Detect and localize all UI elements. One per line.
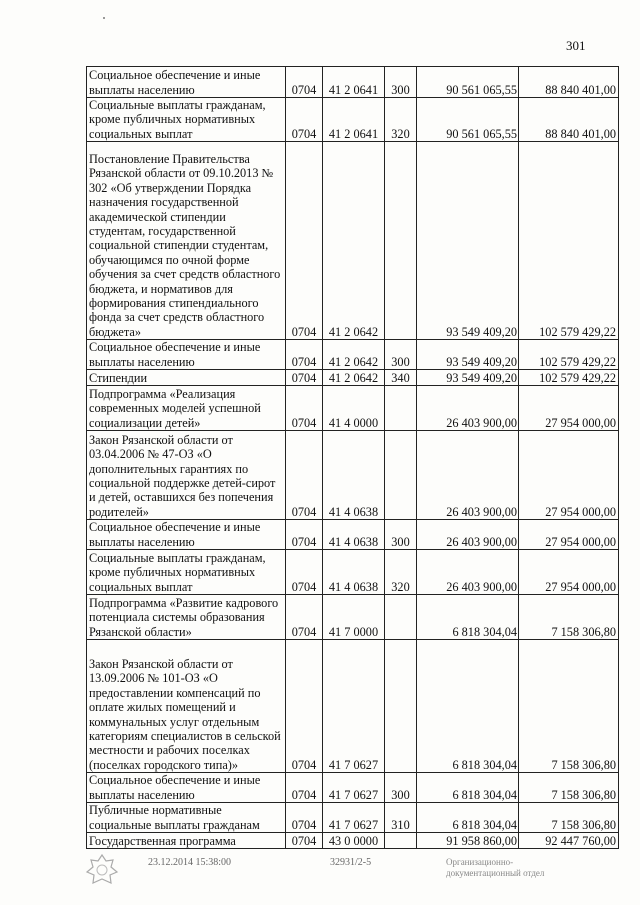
row-expense-type: 300 (385, 520, 417, 550)
row-amount-year2: 102 579 429,22 (519, 142, 619, 340)
row-amount-year1: 26 403 900,00 (417, 386, 519, 431)
table-row (87, 431, 619, 520)
row-description: Социальные выплаты гражданам, кроме публичных нормативных социальных выплат (87, 550, 286, 595)
table-row (87, 370, 619, 386)
row-amount-year1: 93 549 409,20 (417, 142, 519, 340)
row-expense-type: 320 (385, 550, 417, 595)
row-amount-year2: 88 840 401,00 (519, 98, 619, 142)
table-row (87, 340, 619, 370)
row-amount-year1: 91 958 860,00 (417, 833, 519, 849)
row-article-code: 41 2 0641 (323, 98, 385, 142)
row-section-code: 0704 (286, 520, 323, 550)
row-amount-year1: 6 818 304,04 (417, 773, 519, 803)
budget-table (86, 66, 619, 849)
row-amount-year2: 7 158 306,80 (519, 640, 619, 773)
row-amount-year2: 7 158 306,80 (519, 773, 619, 803)
row-amount-year2: 27 954 000,00 (519, 520, 619, 550)
row-section-code: 0704 (286, 803, 323, 833)
table-row (87, 98, 619, 142)
row-description: Подпрограмма «Реализация современных моделей успешной социализации детей» (87, 386, 286, 431)
row-amount-year2: 88 840 401,00 (519, 67, 619, 98)
table-row (87, 595, 619, 640)
row-description: Социальные выплаты гражданам, кроме публичных нормативных социальных выплат (87, 98, 286, 142)
row-section-code: 0704 (286, 142, 323, 340)
coat-of-arms-stamp-icon (82, 852, 122, 886)
row-section-code: 0704 (286, 550, 323, 595)
row-section-code: 0704 (286, 340, 323, 370)
row-amount-year2: 102 579 429,22 (519, 340, 619, 370)
row-expense-type: 300 (385, 67, 417, 98)
row-amount-year1: 93 549 409,20 (417, 370, 519, 386)
page-number: 301 (566, 38, 586, 53)
row-amount-year2: 27 954 000,00 (519, 550, 619, 595)
row-expense-type (385, 431, 417, 520)
row-section-code: 0704 (286, 833, 323, 849)
row-amount-year1: 93 549 409,20 (417, 340, 519, 370)
row-description: Подпрограмма «Развитие кадрового потенциала системы образования Рязанской области» (87, 595, 286, 640)
row-expense-type (385, 386, 417, 431)
table-row (87, 520, 619, 550)
footer-datetime: 23.12.2014 15:38:00 (148, 857, 232, 868)
row-amount-year1: 6 818 304,04 (417, 803, 519, 833)
row-section-code: 0704 (286, 595, 323, 640)
row-article-code: 41 7 0627 (323, 773, 385, 803)
table-row (87, 142, 619, 340)
row-amount-year1: 6 818 304,04 (417, 595, 519, 640)
row-expense-type: 300 (385, 773, 417, 803)
row-article-code: 41 4 0638 (323, 431, 385, 520)
row-amount-year1: 90 561 065,55 (417, 98, 519, 142)
footer-document-number: 32931/2-5 (330, 857, 372, 868)
row-article-code: 43 0 0000 (323, 833, 385, 849)
row-description: Закон Рязанской области от 03.04.2006 № 47-ОЗ «О дополнительных гарантиях по социальной поддержке детей-сирот и детей, оставшихся без попечения родителей» (87, 431, 286, 520)
row-section-code: 0704 (286, 431, 323, 520)
row-amount-year2: 92 447 760,00 (519, 833, 619, 849)
row-article-code: 41 7 0000 (323, 595, 385, 640)
row-amount-year1: 26 403 900,00 (417, 431, 519, 520)
row-amount-year1: 26 403 900,00 (417, 550, 519, 595)
row-amount-year2: 102 579 429,22 (519, 370, 619, 386)
row-section-code: 0704 (286, 386, 323, 431)
row-description: Социальное обеспечение и иные выплаты населению (87, 520, 286, 550)
row-expense-type: 300 (385, 340, 417, 370)
row-section-code: 0704 (286, 98, 323, 142)
row-description: Публичные нормативные социальные выплаты гражданам (87, 803, 286, 833)
row-article-code: 41 4 0000 (323, 386, 385, 431)
row-expense-type: 310 (385, 803, 417, 833)
table-row (87, 386, 619, 431)
row-amount-year1: 26 403 900,00 (417, 520, 519, 550)
row-amount-year1: 90 561 065,55 (417, 67, 519, 98)
row-expense-type (385, 595, 417, 640)
row-expense-type (385, 640, 417, 773)
row-expense-type (385, 833, 417, 849)
row-article-code: 41 2 0642 (323, 340, 385, 370)
row-expense-type (385, 142, 417, 340)
table-row (87, 773, 619, 803)
table-row (87, 833, 619, 849)
row-amount-year2: 27 954 000,00 (519, 386, 619, 431)
row-section-code: 0704 (286, 773, 323, 803)
row-article-code: 41 2 0642 (323, 370, 385, 386)
row-expense-type: 340 (385, 370, 417, 386)
row-article-code: 41 7 0627 (323, 803, 385, 833)
footer-department-stamp: Организационно-документационный отдел (446, 857, 545, 878)
row-amount-year2: 27 954 000,00 (519, 431, 619, 520)
row-article-code: 41 2 0641 (323, 67, 385, 98)
row-article-code: 41 4 0638 (323, 520, 385, 550)
row-expense-type: 320 (385, 98, 417, 142)
row-article-code: 41 4 0638 (323, 550, 385, 595)
row-description: Государственная программа (87, 833, 286, 849)
row-description: Постановление Правительства Рязанской области от 09.10.2013 № 302 «Об утверждении Порядка назначения государственной академической стипендии студентам, государственной социальной стипендии студентам, обучающимся по очной форме обучения за счет средств областного бюджета, и нормативов для формирования стипендиального фонда за счет средств областного бюджета» (87, 142, 286, 340)
scan-mark (103, 17, 105, 19)
row-section-code: 0704 (286, 67, 323, 98)
table-row (87, 803, 619, 833)
row-article-code: 41 7 0627 (323, 640, 385, 773)
row-description: Социальное обеспечение и иные выплаты населению (87, 773, 286, 803)
row-section-code: 0704 (286, 640, 323, 773)
row-description: Закон Рязанской области от 13.09.2006 № 101-ОЗ «О предоставлении компенсаций по оплате жилых помещений и коммунальных услуг отдельным категориям специалистов в сельской местности и рабочих поселках (поселках городского типа)» (87, 640, 286, 773)
row-article-code: 41 2 0642 (323, 142, 385, 340)
row-amount-year1: 6 818 304,04 (417, 640, 519, 773)
row-description: Социальное обеспечение и иные выплаты населению (87, 340, 286, 370)
row-amount-year2: 7 158 306,80 (519, 595, 619, 640)
row-description: Социальное обеспечение и иные выплаты населению (87, 67, 286, 98)
row-description: Стипендии (87, 370, 286, 386)
row-section-code: 0704 (286, 370, 323, 386)
table-row (87, 550, 619, 595)
table-row (87, 640, 619, 773)
table-row (87, 67, 619, 98)
row-amount-year2: 7 158 306,80 (519, 803, 619, 833)
